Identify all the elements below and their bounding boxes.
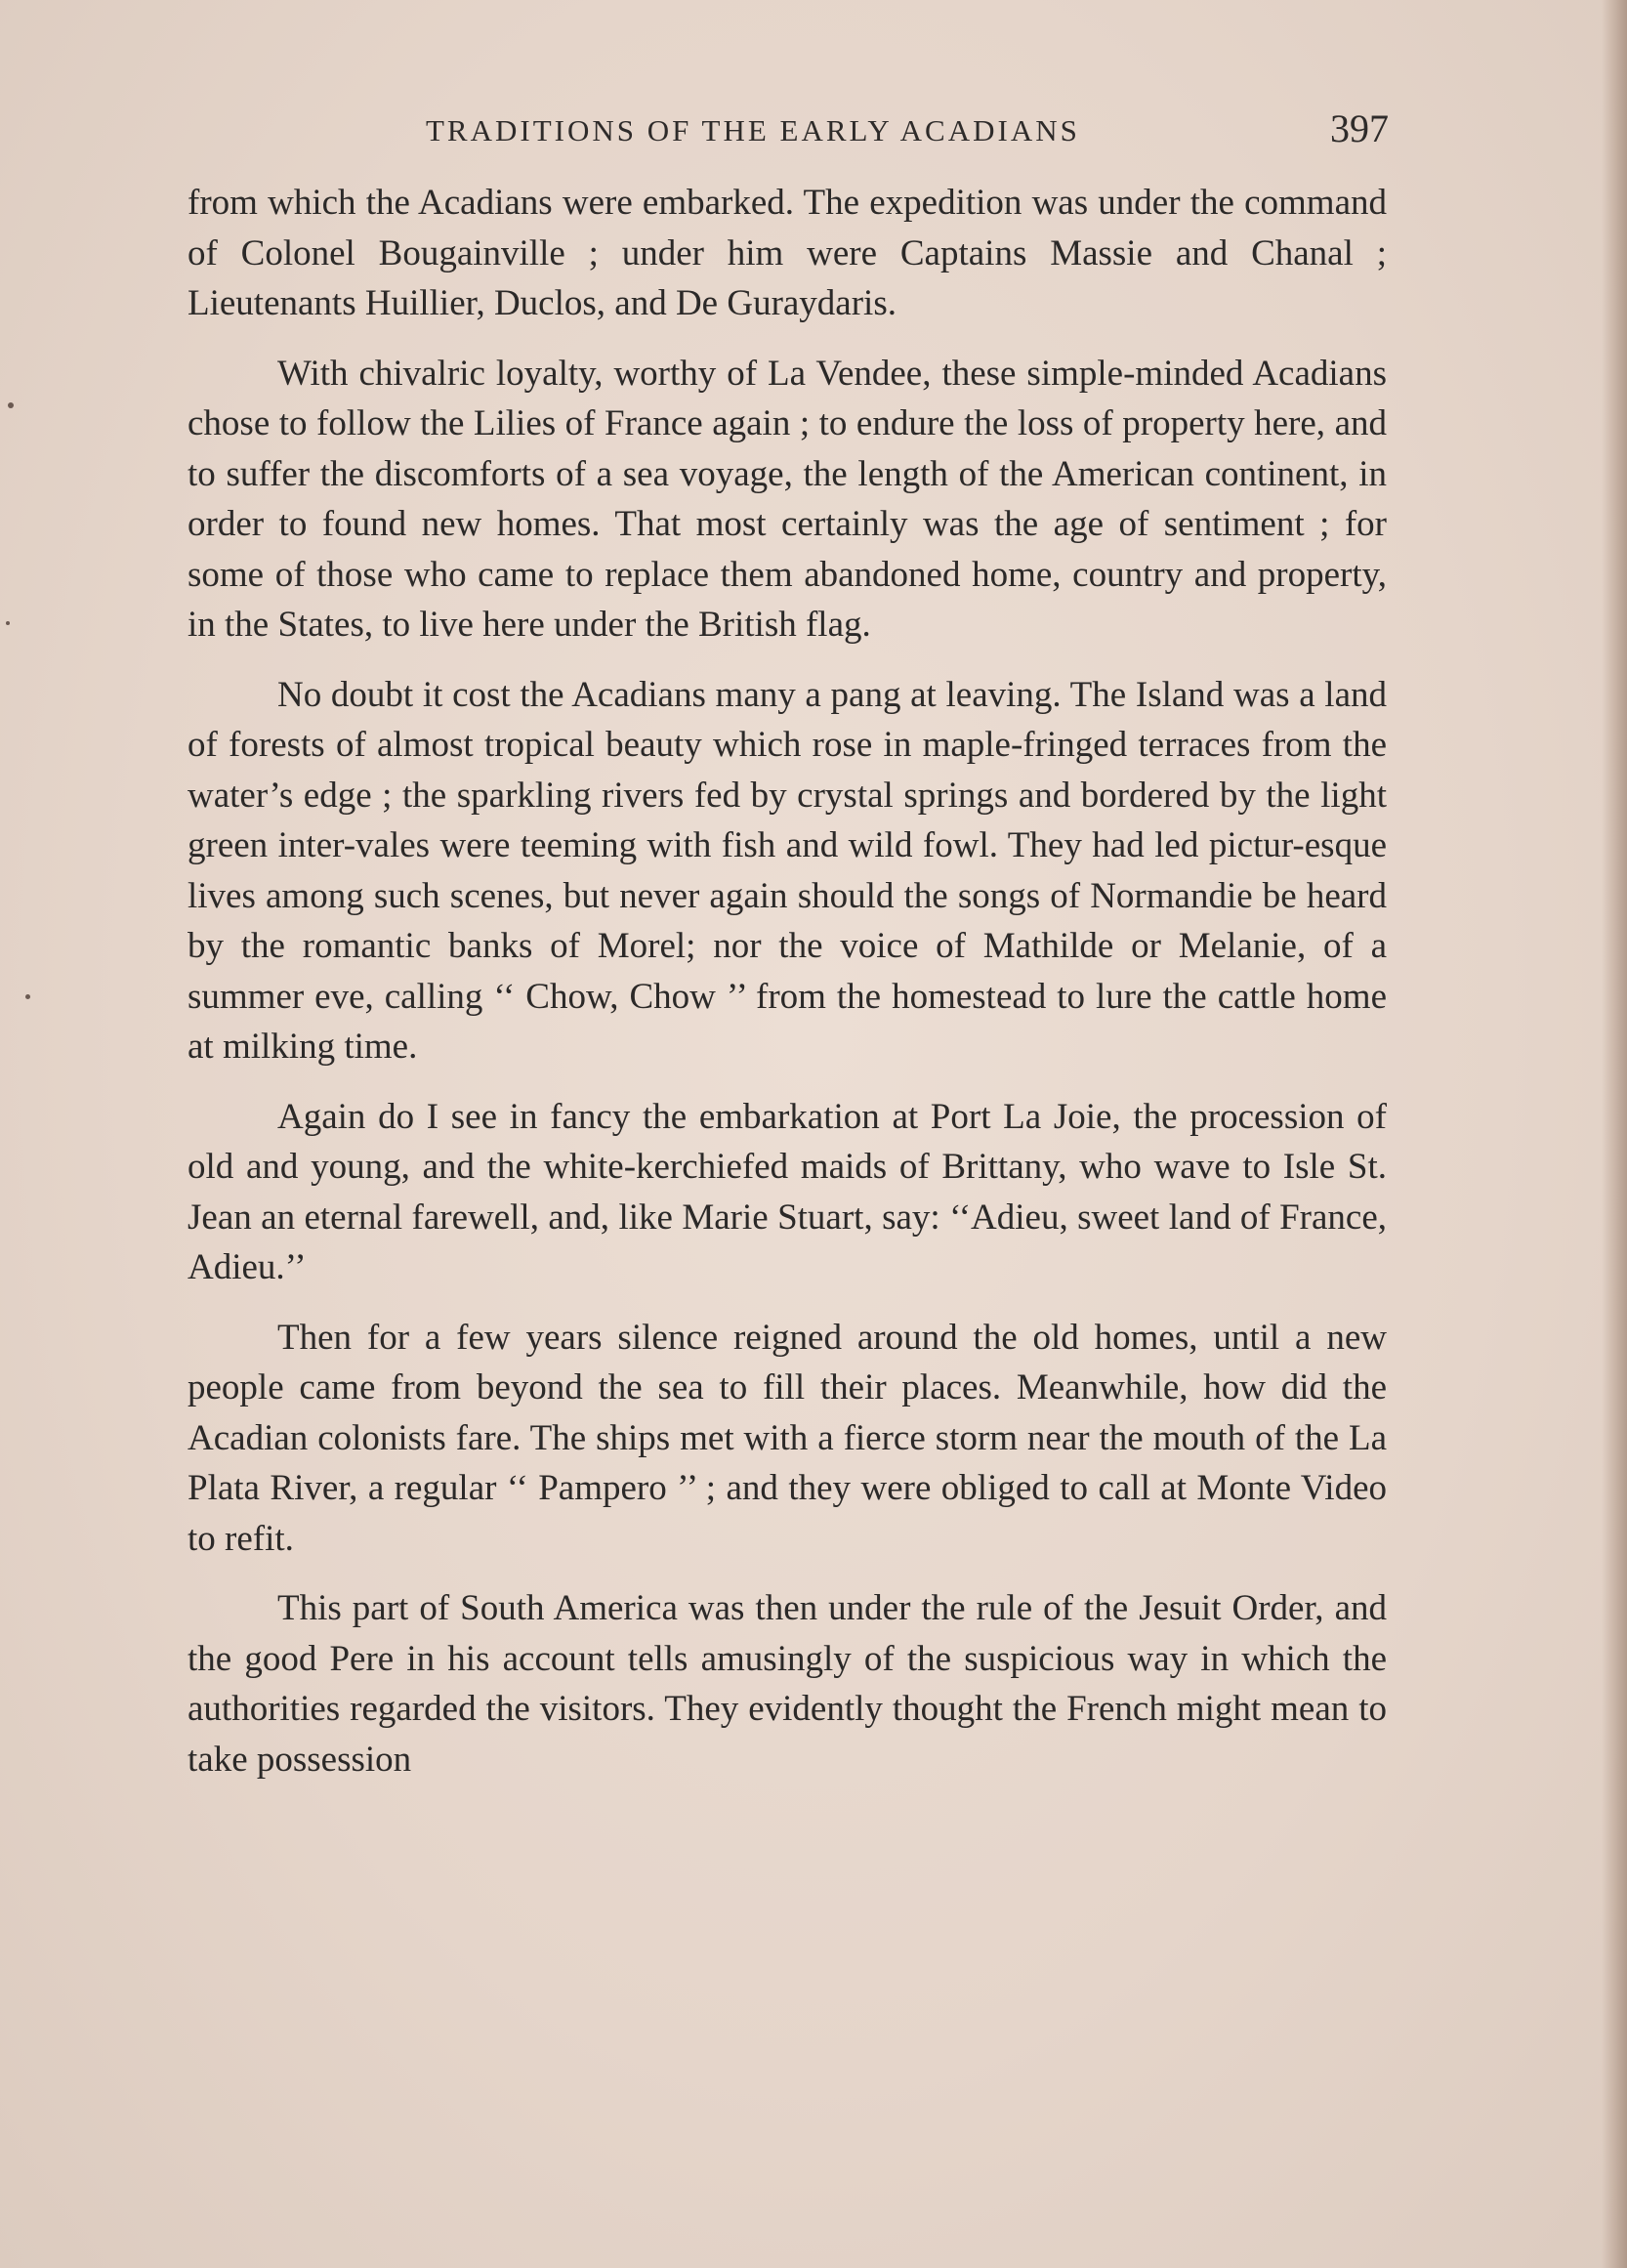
paragraph-3: No doubt it cost the Acadians many a pang at leaving. The Island was a land of forests of almost tropical beauty which rose in maple-fringed terraces from the water’s edge ; the sparkling rivers fed by crystal springs and bordered by the light green inter-vales were teeming with fish and wild fowl. They had led pictur-esque lives among such scenes, but never again should the songs of Normandie be heard by the romantic banks of Morel; nor the voice of Mathilde or Melanie, of a summer eve, calling ‘‘ Chow, Chow ’’ from the homestead to lure the cattle home at milking time. <box>188 674 1387 1067</box>
page-number: 397 <box>1330 106 1389 150</box>
paper-speck <box>8 402 14 408</box>
paragraph-1: from which the Acadians were embarked. The expedition was under the command of Colonel Bougainville ; under him were Captains Massie and Chanal ; Lieutenants Huillier, Duclos, and De Guraydaris. <box>188 183 1387 323</box>
body-text <box>188 178 1387 1785</box>
paper-speck <box>25 994 30 999</box>
paragraph-6: This part of South America was then under the rule of the Jesuit Order, and the good Pere in his account tells amusingly of the suspicious way in which the authorities regarded the visitors. They evidently thought the French might mean to take possession <box>188 1588 1387 1780</box>
paragraph-2: With chivalric loyalty, worthy of La Vendee, these simple-minded Acadians chose to follow the Lilies of France again ; to endure the loss of property here, and to suffer the discomforts of a sea voyage, the length of the American continent, in order to found new homes. That most certainly was the age of sentiment ; for some of those who came to replace them abandoned home, country and property, in the States, to live here under the British flag. <box>188 353 1387 645</box>
page-header <box>426 106 1389 158</box>
running-title: TRADITIONS OF THE EARLY ACADIANS <box>426 113 1080 147</box>
page-gutter-shadow <box>1602 0 1627 2268</box>
paragraph-4: Again do I see in fancy the embarkation at Port La Joie, the procession of old and young, and the white-kerchiefed maids of Brittany, who wave to Isle St. Jean an eternal farewell, and, like Marie Stuart, say: ‘‘Adieu, sweet land of France, Adieu.’’ <box>188 1096 1387 1287</box>
paper-speck <box>6 621 10 625</box>
paragraph-5: Then for a few years silence reigned around the old homes, until a new people came from beyond the sea to fill their places. Meanwhile, how did the Acadian colonists fare. The ships met with a fierce storm near the mouth of the La Plata River, a regular ‘‘ Pampero ’’ ; and they were obliged to call at Monte Video to refit. <box>188 1317 1387 1559</box>
